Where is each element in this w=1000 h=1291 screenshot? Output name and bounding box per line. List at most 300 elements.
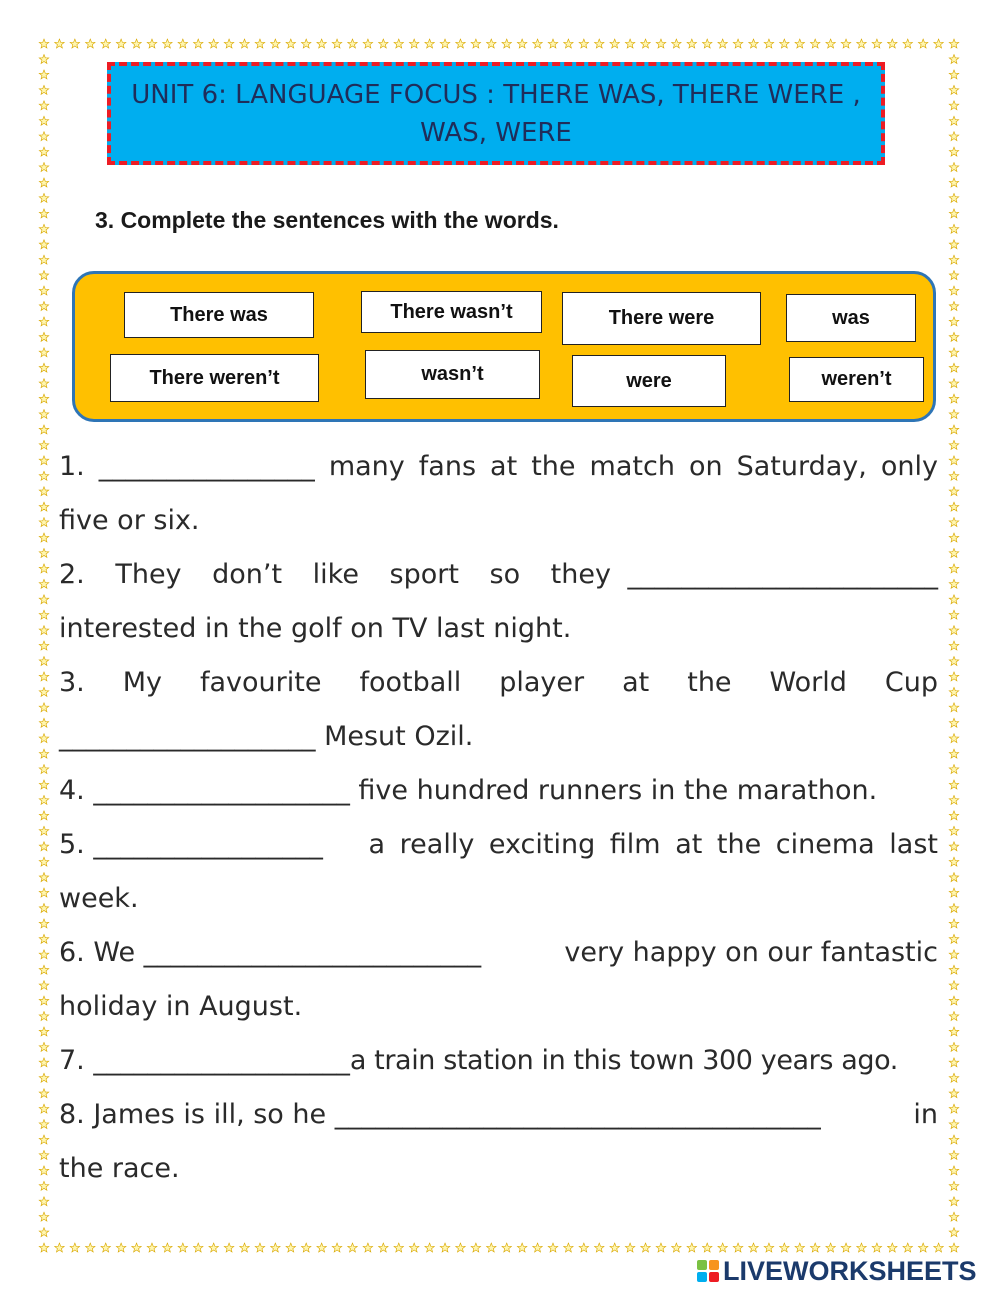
border-star [687,1243,696,1252]
border-star [764,39,773,48]
border-star [425,39,434,48]
border-star [780,39,789,48]
border-star [502,39,511,48]
border-star [39,101,48,110]
word-chip-wasnt[interactable]: wasn’t [365,350,540,399]
border-star [101,1243,110,1252]
border-star [39,1166,48,1175]
border-star [39,224,48,233]
border-star [39,811,48,820]
border-star [841,1243,850,1252]
border-star [471,1243,480,1252]
border-star [795,39,804,48]
border-star [39,795,48,804]
sentence-4-text: five hundred runners in the marathon. [349,775,878,806]
border-star [949,811,958,820]
border-star [949,533,958,542]
border-star [949,950,958,959]
sentence-2-cont: interested in the golf on TV last night. [59,613,572,644]
border-star [949,656,958,665]
border-star [101,39,110,48]
border-star [209,1243,218,1252]
border-star [39,85,48,94]
border-star [39,193,48,202]
instruction-text: 3. Complete the sentences with the words. [95,207,559,233]
border-star [39,178,48,187]
border-star [39,703,48,712]
border-star [579,39,588,48]
border-star [949,348,958,357]
border-star [39,286,48,295]
border-star [240,1243,249,1252]
border-star [949,672,958,681]
border-star [949,332,958,341]
border-star [949,224,958,233]
border-star [517,1243,526,1252]
border-star [379,39,388,48]
border-star [934,1243,943,1252]
border-star [39,672,48,681]
word-bank [72,271,936,422]
border-star [39,456,48,465]
border-star [39,965,48,974]
border-star [949,857,958,866]
border-star [39,471,48,480]
border-star [132,39,141,48]
sentence-7-text: a train station in this town 300 years ago. [349,1045,898,1076]
border-star [888,1243,897,1252]
border-star [255,1243,264,1252]
border-star [116,1243,125,1252]
border-star [949,595,958,604]
border-star [949,934,958,943]
border-star [795,1243,804,1252]
border-star [39,410,48,419]
border-star [702,1243,711,1252]
border-star [379,1243,388,1252]
border-star [39,1058,48,1067]
border-star [39,147,48,156]
border-star [949,1181,958,1190]
word-chip-there-was[interactable]: There was [124,292,314,338]
border-star [949,579,958,588]
border-star [317,39,326,48]
word-chip-there-werent[interactable]: There weren’t [110,354,319,402]
border-star [888,39,897,48]
border-star [440,39,449,48]
border-star [564,39,573,48]
border-star [39,132,48,141]
border-star [39,487,48,496]
border-star [39,826,48,835]
border-star [949,564,958,573]
border-star [949,379,958,388]
answer-blank-6[interactable]: 6. We _________________________ [59,937,482,968]
border-star [39,301,48,310]
border-star [39,1135,48,1144]
border-star [949,919,958,928]
border-star [949,1042,958,1051]
border-star [39,610,48,619]
border-star [810,1243,819,1252]
border-star [949,981,958,990]
border-star [39,749,48,758]
border-star [949,487,958,496]
border-star [949,795,958,804]
answer-blank-4[interactable]: 4. ___________________ [59,775,350,806]
border-star [826,1243,835,1252]
sentence-4 [59,764,938,818]
border-star [949,1228,958,1237]
border-star [271,1243,280,1252]
border-star [39,1027,48,1036]
border-star [394,39,403,48]
border-star [39,1012,48,1021]
border-star [178,39,187,48]
border-star [70,1243,79,1252]
border-star [641,1243,650,1252]
sentence-1-text: many fans at the match on Saturday, only [314,451,939,482]
sentence-5-cont: week. [59,883,139,914]
border-star [533,39,542,48]
border-star [301,1243,310,1252]
border-star [949,903,958,912]
border-star [487,1243,496,1252]
border-star [440,1243,449,1252]
border-star [949,610,958,619]
border-star [949,1120,958,1129]
border-star [949,271,958,280]
border-star [810,39,819,48]
border-star [456,1243,465,1252]
border-star [780,1243,789,1252]
border-star [301,39,310,48]
border-star [857,39,866,48]
border-star [641,39,650,48]
border-star [194,39,203,48]
sentence-3: 3. My favourite football player at the World Cup [59,667,938,698]
border-star [39,1150,48,1159]
border-star [39,1120,48,1129]
border-star [949,780,958,789]
border-star [39,518,48,527]
border-star [39,981,48,990]
border-star [39,548,48,557]
sentence-3-cont[interactable]: ___________________ Mesut Ozil. [59,721,474,752]
border-star [39,39,48,48]
border-star [949,1212,958,1221]
border-star [749,39,758,48]
border-star [39,332,48,341]
border-star [39,873,48,882]
border-star [147,1243,156,1252]
word-chip-were[interactable]: were [572,355,726,407]
border-star [872,1243,881,1252]
border-star [949,471,958,480]
border-star [949,116,958,125]
sentence-7 [59,1034,938,1088]
border-star [949,996,958,1005]
border-star [918,1243,927,1252]
border-star [39,780,48,789]
border-star [841,39,850,48]
border-star [39,1228,48,1237]
border-star [949,826,958,835]
border-star [286,39,295,48]
answer-blank-1[interactable]: 1. ________________ [59,451,315,482]
border-star [934,39,943,48]
border-star [949,132,958,141]
border-star [949,703,958,712]
sentence-1 [59,440,938,494]
border-star [39,579,48,588]
border-star [949,965,958,974]
border-star [625,39,634,48]
border-star [949,718,958,727]
page-title: UNIT 6: LANGUAGE FOCUS : THERE WAS, THERE WERE , WAS, WERE [131,79,861,148]
border-star [116,39,125,48]
border-star [610,1243,619,1252]
answer-blank-8[interactable]: 8. James is ill, so he ____________________________________ [59,1099,821,1130]
border-star [949,1150,958,1159]
border-star [718,1243,727,1252]
border-star [579,1243,588,1252]
border-star [702,39,711,48]
border-star [147,39,156,48]
border-star [39,1073,48,1082]
border-star [949,518,958,527]
border-star [949,1089,958,1098]
border-star [949,687,958,696]
border-star [471,39,480,48]
border-star [39,255,48,264]
border-star [39,903,48,912]
word-chip-was[interactable]: was [786,294,916,342]
sentence-8-text: in [913,1099,938,1130]
sentence-8-cont: the race. [59,1153,180,1184]
border-star [949,1104,958,1113]
border-star [39,857,48,866]
border-star [39,379,48,388]
border-star [949,842,958,851]
border-star [39,1243,48,1252]
border-star [764,1243,773,1252]
border-star [39,54,48,63]
border-star [949,765,958,774]
border-star [132,1243,141,1252]
border-star [903,39,912,48]
border-star [39,502,48,511]
word-chip-there-wasnt[interactable]: There wasn’t [361,291,542,333]
border-star [872,39,881,48]
border-star [240,39,249,48]
border-star [949,193,958,202]
answer-blank-5[interactable]: 5. _________________ [59,829,323,860]
border-star [949,85,958,94]
sentence-1-cont: five or six. [59,505,200,536]
border-star [394,1243,403,1252]
border-star [39,934,48,943]
border-star [39,950,48,959]
border-star [548,39,557,48]
border-star [70,39,79,48]
border-star [86,39,95,48]
border-star [595,1243,604,1252]
border-star [656,1243,665,1252]
title-banner [107,62,885,165]
border-star [39,425,48,434]
sentence-6-text: very happy on our fantastic [564,937,938,968]
border-star [39,626,48,635]
border-star [564,1243,573,1252]
border-star [194,1243,203,1252]
border-star [39,348,48,357]
border-star [39,919,48,928]
border-star [949,363,958,372]
border-star [39,842,48,851]
border-star [456,39,465,48]
border-star [39,394,48,403]
border-star [949,39,958,48]
border-star [949,255,958,264]
border-star [949,548,958,557]
border-star [39,656,48,665]
word-chip-there-were[interactable]: There were [562,292,761,345]
border-star [672,1243,681,1252]
border-star [949,1135,958,1144]
answer-blank-7[interactable]: 7. ___________________ [59,1045,350,1076]
border-star [949,888,958,897]
border-star [224,39,233,48]
border-star [39,240,48,249]
sentence-2-text: 2. They don’t like sport so they [59,559,611,590]
border-star [363,39,372,48]
border-star [949,425,958,434]
border-star [39,363,48,372]
border-star [949,440,958,449]
border-star [949,502,958,511]
border-star [39,1212,48,1221]
logo-icon [697,1260,719,1282]
border-star [949,394,958,403]
border-star [39,163,48,172]
border-star [949,626,958,635]
border-star [610,39,619,48]
border-star [224,1243,233,1252]
border-star [826,39,835,48]
border-star [39,888,48,897]
border-star [949,749,958,758]
border-star [656,39,665,48]
border-star [39,718,48,727]
border-star [949,101,958,110]
border-star [39,317,48,326]
border-star [949,147,958,156]
border-star [949,70,958,79]
border-star [55,1243,64,1252]
border-star [39,1197,48,1206]
border-star [548,1243,557,1252]
word-chip-werent[interactable]: weren’t [789,357,924,402]
border-star [718,39,727,48]
border-star [39,1181,48,1190]
border-star [595,39,604,48]
border-star [949,410,958,419]
border-star [163,39,172,48]
border-star [949,209,958,218]
border-star [425,1243,434,1252]
border-star [949,1197,958,1206]
border-star [163,1243,172,1252]
border-star [949,1166,958,1175]
border-star [918,39,927,48]
border-star [39,1042,48,1051]
border-star [363,1243,372,1252]
sentence-2 [59,548,938,602]
answer-blank-2[interactable]: _______________________ [627,559,938,590]
border-star [39,116,48,125]
border-star [39,1104,48,1113]
border-star [39,533,48,542]
border-star [39,687,48,696]
border-star [903,1243,912,1252]
border-star [39,595,48,604]
border-star [733,1243,742,1252]
border-star [409,39,418,48]
border-star [949,641,958,650]
sentence-6-cont: holiday in August. [59,991,303,1022]
border-star [672,39,681,48]
border-star [178,1243,187,1252]
border-star [39,996,48,1005]
border-star [39,70,48,79]
border-star [502,1243,511,1252]
sentence-5-text: a really exciting film at the cinema last [368,829,938,860]
border-star [39,1089,48,1098]
border-star [517,39,526,48]
border-star [487,39,496,48]
border-star [348,1243,357,1252]
border-star [55,39,64,48]
sentence-6 [59,926,938,980]
border-star [39,209,48,218]
border-star [39,765,48,774]
border-star [949,301,958,310]
border-star [255,39,264,48]
border-star [949,1012,958,1021]
border-star [949,286,958,295]
border-star [857,1243,866,1252]
border-star [533,1243,542,1252]
border-star [733,39,742,48]
border-star [949,734,958,743]
border-star [317,1243,326,1252]
border-star [39,440,48,449]
border-star [209,39,218,48]
border-star [949,1073,958,1082]
border-star [286,1243,295,1252]
sentence-5 [59,818,938,872]
border-star [332,1243,341,1252]
border-star [949,1058,958,1067]
liveworksheets-logo [697,1256,977,1286]
border-star [949,456,958,465]
border-star [949,178,958,187]
border-star [348,39,357,48]
border-star [949,317,958,326]
border-star [949,240,958,249]
border-star [332,39,341,48]
